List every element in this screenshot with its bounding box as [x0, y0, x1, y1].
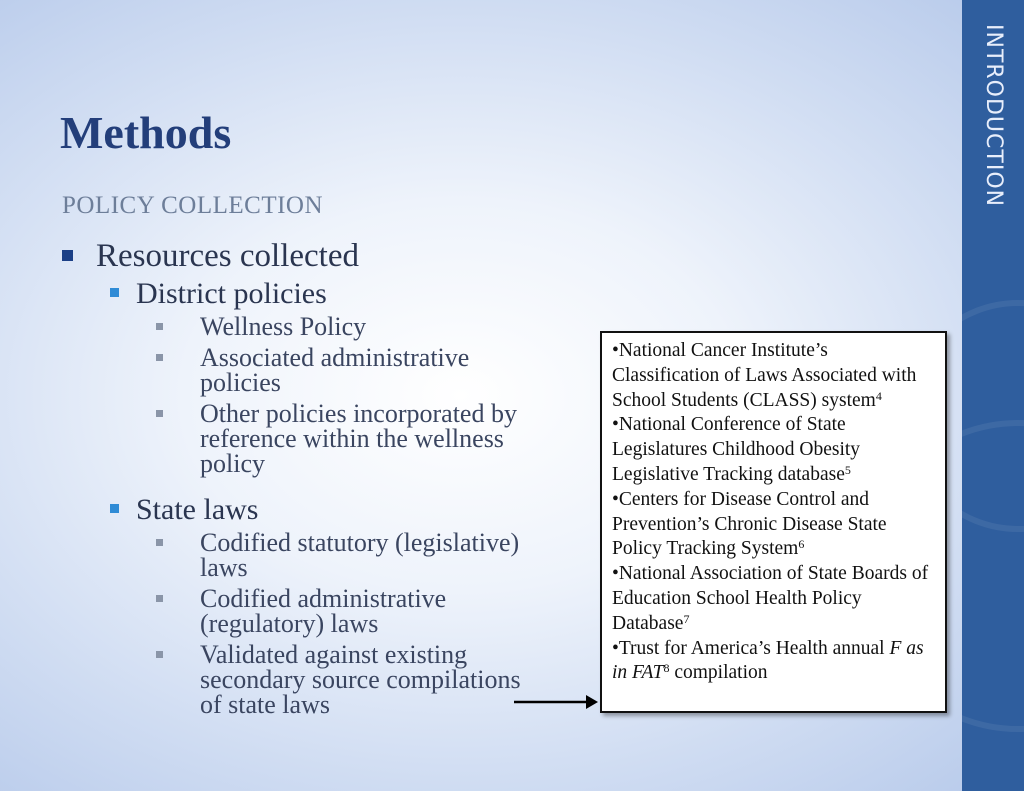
list-item — [60, 530, 540, 580]
arrow-right-icon — [514, 692, 598, 712]
source-item: •National Association of State Boards of Education School Health Policy Database$^7$ — [612, 563, 929, 634]
source-item: •National Conference of State Legislatures Childhood Obesity Legislative Tracking database$^5$ — [612, 414, 861, 485]
slide-title: Methods — [60, 107, 232, 158]
section-side-band — [962, 0, 1024, 791]
square-bullet-icon — [156, 539, 163, 546]
source-item: •National Cancer Institute’s Classification of Laws Associated with School Students (CLASS) system$^4$ — [612, 340, 917, 411]
bullet-text: Other policies incorporated by reference within the wellness policy — [200, 399, 517, 478]
bullet-resources — [60, 236, 540, 276]
bullet-text: State laws — [136, 493, 259, 526]
sources-box — [600, 331, 947, 713]
square-bullet-icon — [62, 250, 73, 261]
square-bullet-icon — [110, 288, 119, 297]
source-item: •Centers for Disease Control and Prevention’s Chronic Disease State Policy Tracking System$^6$ — [612, 488, 887, 560]
square-bullet-icon — [110, 504, 119, 513]
list-item — [60, 314, 540, 339]
section-tab-label: INTRODUCTION — [981, 24, 1006, 208]
bullet-outline — [60, 236, 540, 723]
slide-subtitle: POLICY COLLECTION — [62, 192, 324, 219]
list-item — [60, 586, 540, 636]
bullet-text: Codified statutory (legislative) laws — [200, 528, 520, 582]
square-bullet-icon — [156, 323, 163, 330]
bullet-text: Associated administrative policies — [200, 343, 470, 397]
bullet-state-laws — [60, 492, 540, 528]
square-bullet-icon — [156, 354, 163, 361]
list-item — [60, 642, 540, 717]
list-item — [60, 345, 540, 395]
bullet-text: Validated against existing secondary source compilations of state laws — [200, 640, 521, 719]
square-bullet-icon — [156, 410, 163, 417]
list-item — [60, 401, 540, 476]
decorative-ring — [962, 420, 1024, 732]
bullet-text: District policies — [136, 277, 327, 310]
source-item: •Trust for America’s Health annual F as in FAT$^8$ compilation — [612, 637, 924, 684]
bullet-text: Wellness Policy — [200, 312, 367, 341]
square-bullet-icon — [156, 595, 163, 602]
bullet-text: Resources collected — [96, 238, 359, 274]
square-bullet-icon — [156, 651, 163, 658]
bullet-text: Codified administrative (regulatory) laws — [200, 584, 447, 638]
bullet-district-policies — [60, 276, 540, 312]
